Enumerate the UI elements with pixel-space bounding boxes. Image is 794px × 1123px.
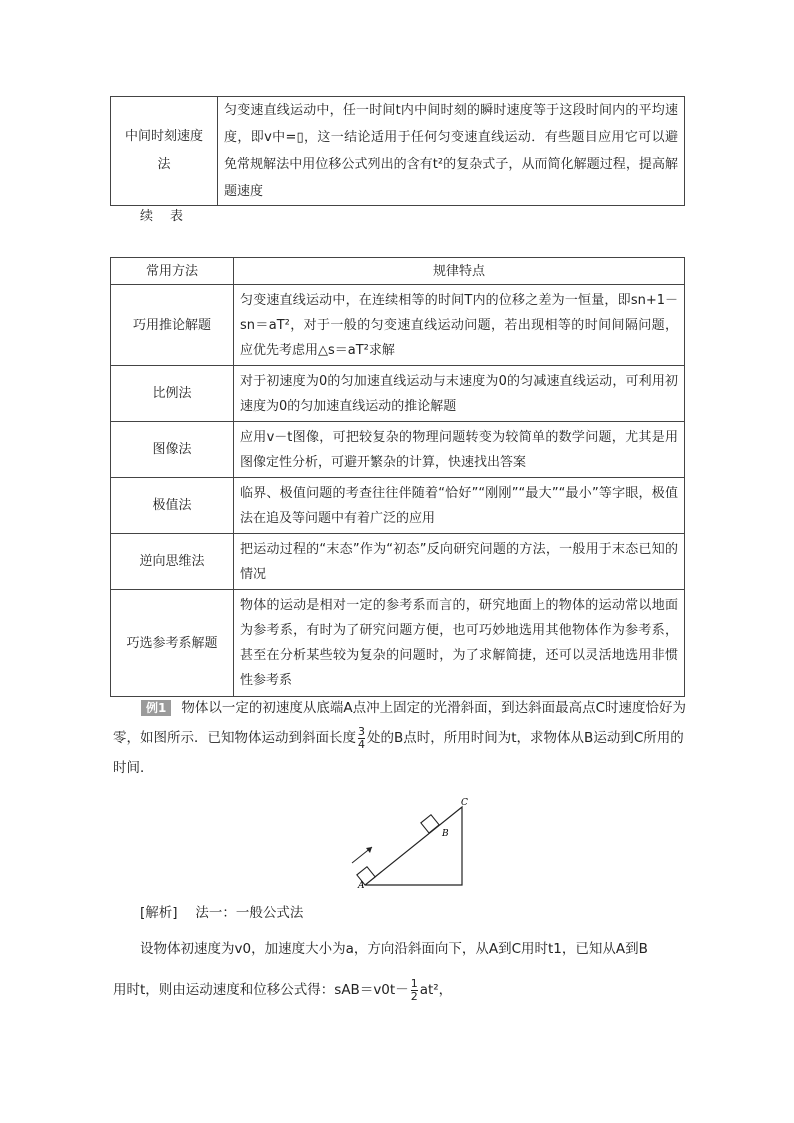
method-label: 中间时刻速度法 — [124, 129, 203, 172]
table-header-row — [111, 258, 685, 285]
table-row — [111, 97, 685, 206]
solution-tag: [解析] — [140, 905, 178, 921]
incline-figure — [345, 795, 475, 895]
incline-triangle — [365, 807, 462, 885]
desc-cell: 应用v－t图像，可把较复杂的物理问题转变为较简单的数学问题，尤其是用图像定性分析，可避开繁杂的计算，快速找出答案 — [234, 422, 685, 478]
method-cell: 比例法 — [111, 366, 234, 422]
continued-label: 续 表 — [140, 209, 186, 224]
header-desc: 规律特点 — [234, 258, 685, 285]
fraction-three-quarters — [358, 726, 365, 751]
example-text-2: 处的B点时，所用时间为t，求物体从B运动到C所用的时间． — [113, 730, 684, 776]
frac-den: 4 — [358, 737, 365, 751]
method-cell: 图像法 — [111, 422, 234, 478]
frac-num: 1 — [410, 976, 418, 990]
solution-paragraph-1: 设物体初速度为v0，加速度大小为a，方向沿斜面向下，从A到C用时t1，已知从A到B — [140, 941, 648, 957]
fraction-one-half — [411, 978, 418, 1003]
frac-num: 3 — [358, 724, 365, 738]
table-method-continued — [110, 96, 685, 206]
formula-prefix: 用时t，则由运动速度和位移公式得：sAB＝v0t－ — [113, 982, 409, 998]
desc-cell: 临界、极值问题的考查往往伴随着“恰好”“刚刚”“最大”“最小”等字眼，极值法在追及等问题中有着广泛的应用 — [234, 478, 685, 534]
method-title: 法一：一般公式法 — [195, 905, 304, 921]
method-cell: 逆向思维法 — [111, 534, 234, 590]
desc-cell: 对于初速度为0的匀加速直线运动与末速度为0的匀减速直线运动，可利用初速度为0的匀加速直线运动的推论解题 — [234, 366, 685, 422]
method-cell: 巧用推论解题 — [111, 285, 234, 366]
method-cell: 巧选参考系解题 — [111, 590, 234, 697]
example-tag: 例1 — [141, 700, 171, 716]
table-row — [111, 422, 685, 478]
solution-paragraph-2 — [113, 975, 693, 1005]
header-method: 常用方法 — [111, 258, 234, 285]
formula-suffix: at²， — [419, 982, 453, 998]
method-cell — [111, 97, 218, 206]
table-row — [111, 366, 685, 422]
desc-text: 匀变速直线运动中，任一时间t内中间时刻的瞬时速度等于这段时间内的平均速度，即v中=▯，这一结论适用于任何匀变速直线运动．有些题目应用它可以避免常规解法中用位移公式列出的含有t²的复杂式子，从而简化解题过程，提高解题速度 — [224, 103, 678, 199]
table-methods — [110, 257, 685, 697]
desc-cell: 把运动过程的“末态”作为“初态”反向研究问题的方法，一般用于末态已知的情况 — [234, 534, 685, 590]
label-c: C — [461, 798, 468, 808]
example-text-1: 物体以一定的初速度从底端A点冲上固定的光滑斜面，到达斜面最高点C时速度恰好为零，如图所示．已知物体运动到斜面长度 — [113, 700, 687, 746]
table-row — [111, 590, 685, 697]
block-at-b — [421, 815, 439, 833]
solution-heading — [140, 898, 303, 928]
desc-cell — [218, 97, 685, 206]
desc-cell: 物体的运动是相对一定的参考系而言的，研究地面上的物体的运动常以地面为参考系，有时为了研究问题方便，也可巧妙地选用其他物体作为参考系，甚至在分析某些较为复杂的问题时，为了求解简捷，还可以灵活地选用非惯性参考系 — [234, 590, 685, 697]
label-b: B — [442, 829, 449, 839]
method-cell: 极值法 — [111, 478, 234, 534]
desc-cell: 匀变速直线运动中，在连续相等的时间T内的位移之差为一恒量，即sn+1－sn＝aT²，对于一般的匀变速直线运动问题，若出现相等的时间间隔问题，应优先考虑用△s＝aT²求解 — [234, 285, 685, 366]
table-row — [111, 478, 685, 534]
arrow-head — [366, 847, 372, 853]
table-row — [111, 534, 685, 590]
example-paragraph — [113, 693, 688, 783]
label-a: A — [358, 881, 365, 891]
table-row — [111, 285, 685, 366]
frac-den: 2 — [410, 989, 418, 1003]
